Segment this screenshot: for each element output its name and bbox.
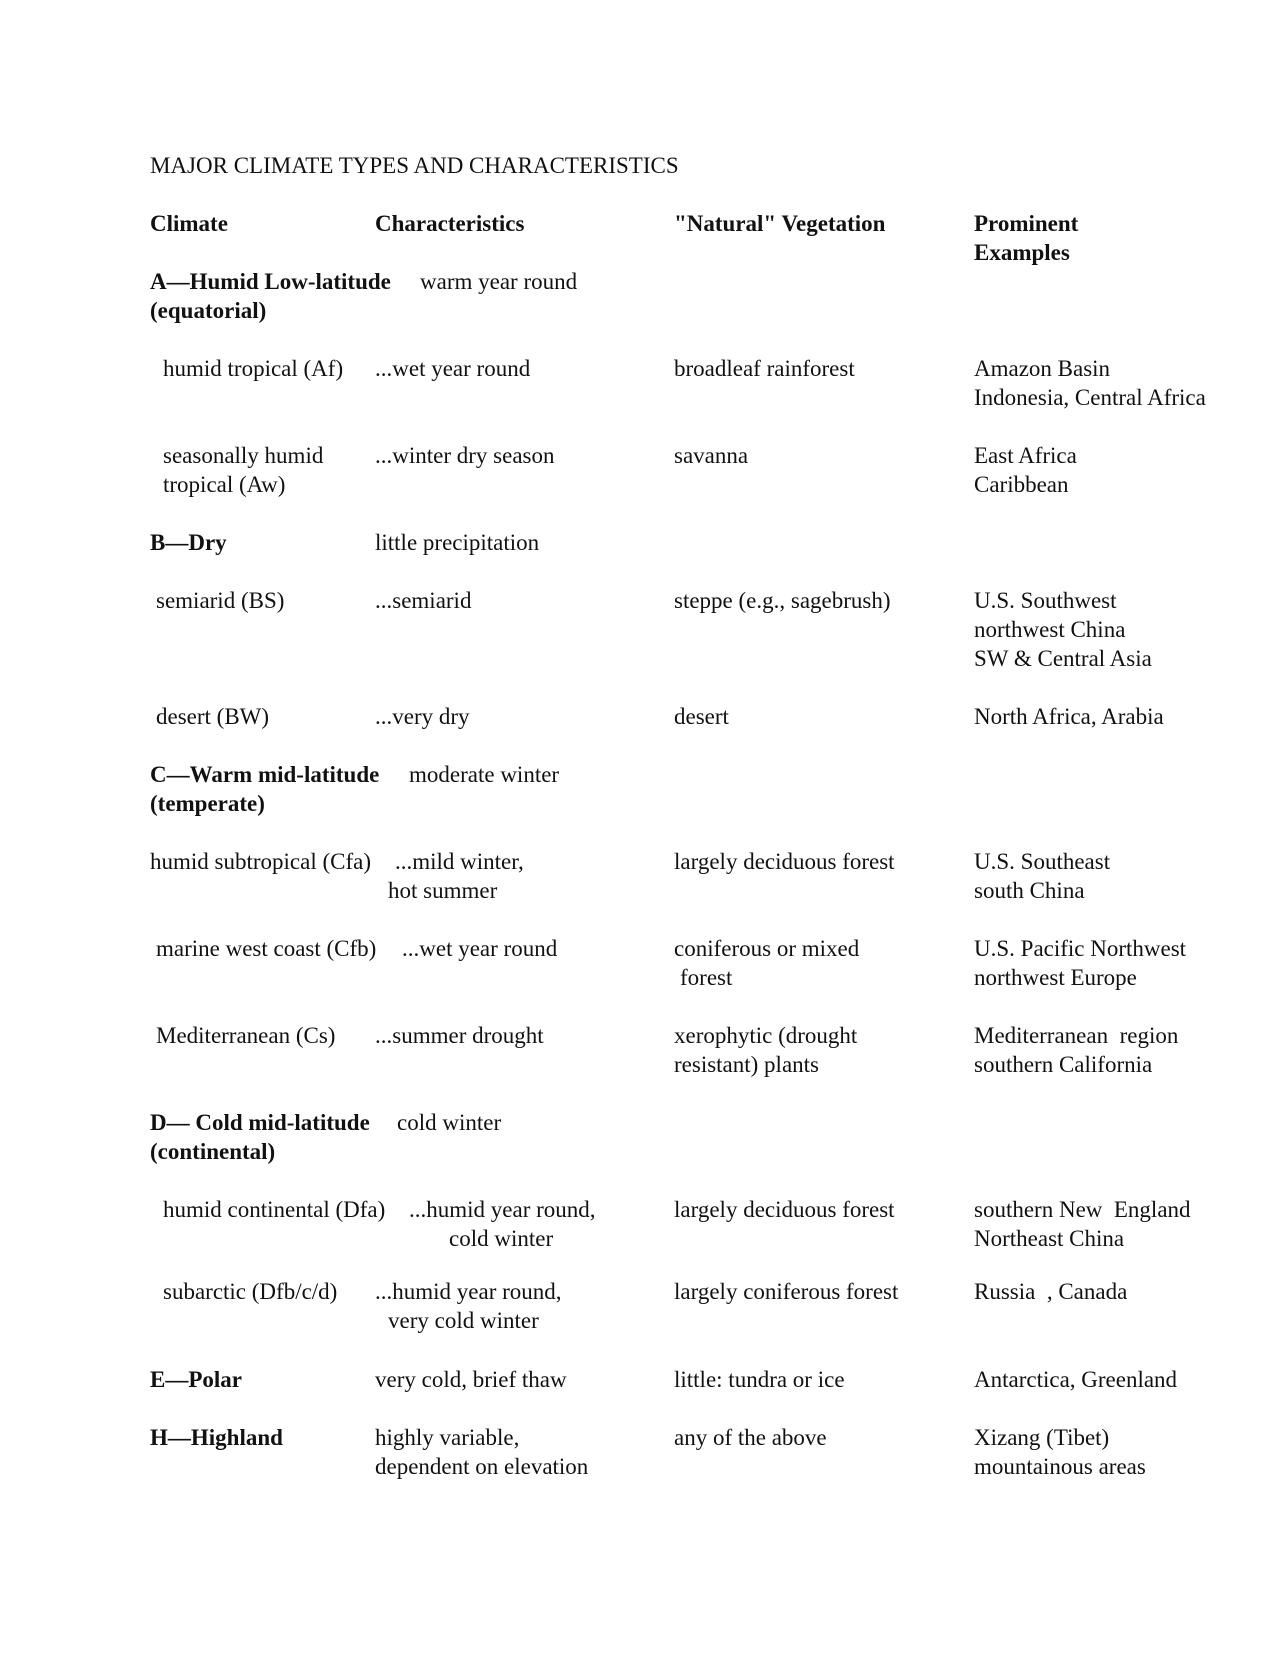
climate-aw-line1: seasonally humid bbox=[163, 443, 324, 468]
group-d-name: D— Cold mid-latitude bbox=[150, 1110, 370, 1135]
group-h-name: H—Highland bbox=[150, 1425, 283, 1450]
vegetation-bw: desert bbox=[674, 704, 729, 729]
example-aw-2: Caribbean bbox=[974, 472, 1069, 497]
characteristic-bs: ...semiarid bbox=[375, 588, 472, 613]
page-title: MAJOR CLIMATE TYPES AND CHARACTERISTICS bbox=[150, 153, 679, 178]
example-af-1: Amazon Basin bbox=[974, 356, 1111, 381]
group-c-characteristic: moderate winter bbox=[409, 762, 560, 787]
example-bs-1: U.S. Southwest bbox=[974, 588, 1117, 613]
header-climate: Climate bbox=[150, 211, 228, 236]
characteristic-dfb-line1: ...humid year round, bbox=[375, 1279, 562, 1304]
example-af-2: Indonesia, Central Africa bbox=[974, 385, 1206, 410]
group-h-example-2: mountainous areas bbox=[974, 1454, 1146, 1479]
example-cfa-2: south China bbox=[974, 878, 1085, 903]
header-vegetation: "Natural" Vegetation bbox=[674, 211, 886, 236]
characteristic-bw: ...very dry bbox=[375, 704, 470, 729]
characteristic-af: ...wet year round bbox=[375, 356, 531, 381]
characteristic-dfa-line2: cold winter bbox=[449, 1226, 554, 1251]
characteristic-dfa-line1: ...humid year round, bbox=[409, 1197, 596, 1222]
example-cfb-1: U.S. Pacific Northwest bbox=[974, 936, 1187, 961]
group-b-name: B—Dry bbox=[150, 530, 227, 555]
group-e-characteristic: very cold, brief thaw bbox=[375, 1367, 567, 1392]
group-e-example: Antarctica, Greenland bbox=[974, 1367, 1178, 1392]
header-characteristics: Characteristics bbox=[375, 211, 525, 236]
example-cfb-2: northwest Europe bbox=[974, 965, 1137, 990]
group-c-name: C—Warm mid-latitude bbox=[150, 762, 380, 787]
group-c-name-sub: (temperate) bbox=[150, 791, 265, 816]
header-examples-line2: Examples bbox=[974, 240, 1070, 265]
example-cs-2: southern California bbox=[974, 1052, 1153, 1077]
vegetation-aw: savanna bbox=[674, 443, 749, 468]
example-cs-1: Mediterranean region bbox=[974, 1023, 1179, 1048]
example-cfa-1: U.S. Southeast bbox=[974, 849, 1111, 874]
vegetation-dfa: largely deciduous forest bbox=[674, 1197, 895, 1222]
group-a-name-sub: (equatorial) bbox=[150, 298, 267, 323]
characteristic-cfb: ...wet year round bbox=[402, 936, 558, 961]
climate-dfb: subarctic (Dfb/c/d) bbox=[163, 1279, 338, 1304]
characteristic-cs: ...summer drought bbox=[375, 1023, 544, 1048]
characteristic-cfa-line2: hot summer bbox=[388, 878, 498, 903]
group-d-name-sub: (continental) bbox=[150, 1139, 276, 1164]
example-bw-1: North Africa, Arabia bbox=[974, 704, 1164, 729]
example-bs-3: SW & Central Asia bbox=[974, 646, 1152, 671]
characteristic-dfb-line2: very cold winter bbox=[388, 1308, 539, 1333]
vegetation-cfa: largely deciduous forest bbox=[674, 849, 895, 874]
climate-af: humid tropical (Af) bbox=[163, 356, 344, 381]
characteristic-aw: ...winter dry season bbox=[375, 443, 555, 468]
climate-cfb: marine west coast (Cfb) bbox=[156, 936, 377, 961]
climate-cs: Mediterranean (Cs) bbox=[156, 1023, 336, 1048]
vegetation-dfb: largely coniferous forest bbox=[674, 1279, 899, 1304]
group-a-characteristic: warm year round bbox=[420, 269, 578, 294]
example-dfb-1: Russia , Canada bbox=[974, 1279, 1128, 1304]
vegetation-bs: steppe (e.g., sagebrush) bbox=[674, 588, 891, 613]
group-e-vegetation: little: tundra or ice bbox=[674, 1367, 845, 1392]
characteristic-cfa-line1: ...mild winter, bbox=[395, 849, 524, 874]
climate-cfa: humid subtropical (Cfa) bbox=[150, 849, 372, 874]
vegetation-cfb-line1: coniferous or mixed bbox=[674, 936, 860, 961]
climate-bs: semiarid (BS) bbox=[156, 588, 285, 613]
group-e-name: E—Polar bbox=[150, 1367, 242, 1392]
header-examples-line1: Prominent bbox=[974, 211, 1079, 236]
example-bs-2: northwest China bbox=[974, 617, 1126, 642]
vegetation-cs-line2: resistant) plants bbox=[674, 1052, 819, 1077]
vegetation-cfb-line2: forest bbox=[680, 965, 733, 990]
climate-dfa: humid continental (Dfa) bbox=[163, 1197, 386, 1222]
group-b-characteristic: little precipitation bbox=[375, 530, 540, 555]
group-h-characteristic-line2: dependent on elevation bbox=[375, 1454, 589, 1479]
group-h-characteristic-line1: highly variable, bbox=[375, 1425, 520, 1450]
example-aw-1: East Africa bbox=[974, 443, 1077, 468]
climate-aw-line2: tropical (Aw) bbox=[163, 472, 286, 497]
climate-bw: desert (BW) bbox=[156, 704, 270, 729]
example-dfa-1: southern New England bbox=[974, 1197, 1191, 1222]
example-dfa-2: Northeast China bbox=[974, 1226, 1125, 1251]
group-a-name: A—Humid Low-latitude bbox=[150, 269, 391, 294]
group-d-characteristic: cold winter bbox=[397, 1110, 502, 1135]
vegetation-af: broadleaf rainforest bbox=[674, 356, 855, 381]
vegetation-cs-line1: xerophytic (drought bbox=[674, 1023, 858, 1048]
group-h-vegetation: any of the above bbox=[674, 1425, 827, 1450]
group-h-example-1: Xizang (Tibet) bbox=[974, 1425, 1110, 1450]
